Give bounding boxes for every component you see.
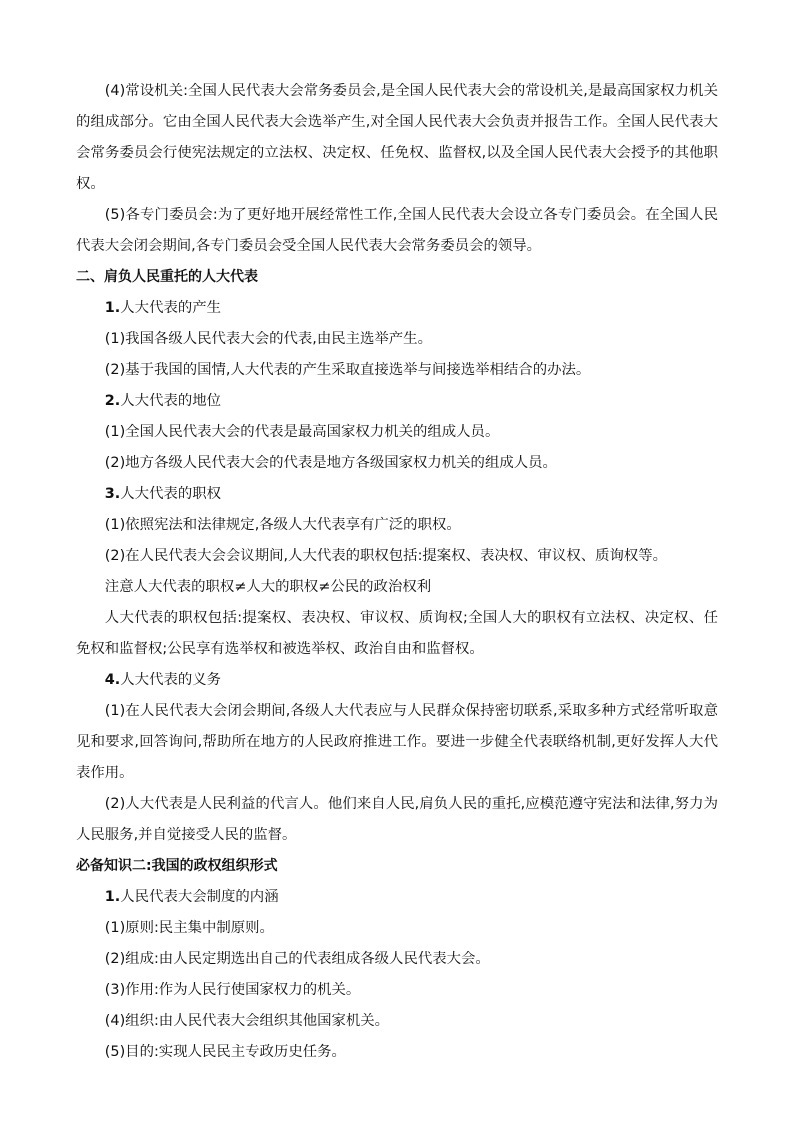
subheading-title: 人大代表的产生 xyxy=(120,300,222,316)
list-item: (4)组织:由人民代表大会组织其他国家机关。 xyxy=(104,1013,390,1029)
subheading-deputy-powers xyxy=(76,479,718,510)
subheading-number: 4. xyxy=(104,672,121,688)
list-item: (3)作用:作为人民行使国家权力的机关。 xyxy=(104,982,361,998)
section-heading-deputies: 二、肩负人民重托的人大代表 xyxy=(76,269,258,285)
subheading-title: 人大代表的地位 xyxy=(120,393,222,409)
subheading-deputy-duties xyxy=(76,665,718,696)
paragraph-standing-organ: (4)常设机关:全国人民代表大会常务委员会,是全国人民代表大会的常设机关,是最高国家权力机关的组成部分。它由全国人民代表大会选举产生,对全国人民代表大会负责并报告工作。全国人民代表大会常务委员会行使宪法规定的立法权、决定权、任免权、监督权,以及全国人民代表大会授予的其他职权。 xyxy=(76,83,718,192)
list-item: (1)依照宪法和法律规定,各级人大代表享有广泛的职权。 xyxy=(104,517,461,533)
list-item: (2)人大代表是人民利益的代言人。他们来自人民,肩负人民的重托,应模范遵守宪法和法律,努力为人民服务,并自觉接受人民的监督。 xyxy=(76,796,718,843)
note-title: 注意人大代表的职权≠人大的职权≠公民的政治权利 xyxy=(104,579,432,595)
subheading-deputy-status xyxy=(76,386,718,417)
list-item: (2)组成:由人民定期选出自己的代表组成各级人民代表大会。 xyxy=(104,951,490,967)
list-item: (2)基于我国的国情,人大代表的产生采取直接选举与间接选举相结合的办法。 xyxy=(104,362,591,378)
subheading-number: 1. xyxy=(104,889,121,905)
list-item: (1)在人民代表大会闭会期间,各级人大代表应与人民群众保持密切联系,采取多种方式经常听取意见和要求,回答询问,帮助所在地方的人民政府推进工作。要进一步健全代表联络机制,更好发挥人大代表作用。 xyxy=(76,703,718,781)
subheading-npc-system xyxy=(76,882,718,913)
section-heading-government-form: 必备知识二:我国的政权组织形式 xyxy=(76,858,278,874)
subheading-number: 3. xyxy=(104,486,121,502)
subheading-title: 人大代表的义务 xyxy=(120,672,222,688)
list-item: (2)地方各级人民代表大会的代表是地方各级国家权力机关的组成人员。 xyxy=(104,455,557,471)
subheading-title: 人大代表的职权 xyxy=(120,486,222,502)
list-item: (1)原则:民主集中制原则。 xyxy=(104,920,274,936)
list-item: (1)全国人民代表大会的代表是最高国家权力机关的组成人员。 xyxy=(104,424,500,440)
list-item: (5)目的:实现人民民主专政历史任务。 xyxy=(104,1044,346,1060)
subheading-deputy-election xyxy=(76,293,718,324)
list-item: (1)我国各级人民代表大会的代表,由民主选举产生。 xyxy=(104,331,432,347)
note-body: 人大代表的职权包括:提案权、表决权、审议权、质询权;全国人大的职权有立法权、决定权、任免权和监督权;公民享有选举权和被选举权、政治自由和监督权。 xyxy=(76,610,718,657)
list-item: (2)在人民代表大会会议期间,人大代表的职权包括:提案权、表决权、审议权、质询权等。 xyxy=(104,548,668,564)
paragraph-special-committees: (5)各专门委员会:为了更好地开展经常性工作,全国人民代表大会设立各专门委员会。在全国人民代表大会闭会期间,各专门委员会受全国人民代表大会常务委员会的领导。 xyxy=(76,207,718,254)
subheading-number: 1. xyxy=(104,300,121,316)
subheading-number: 2. xyxy=(104,393,121,409)
subheading-title: 人民代表大会制度的内涵 xyxy=(120,889,279,905)
